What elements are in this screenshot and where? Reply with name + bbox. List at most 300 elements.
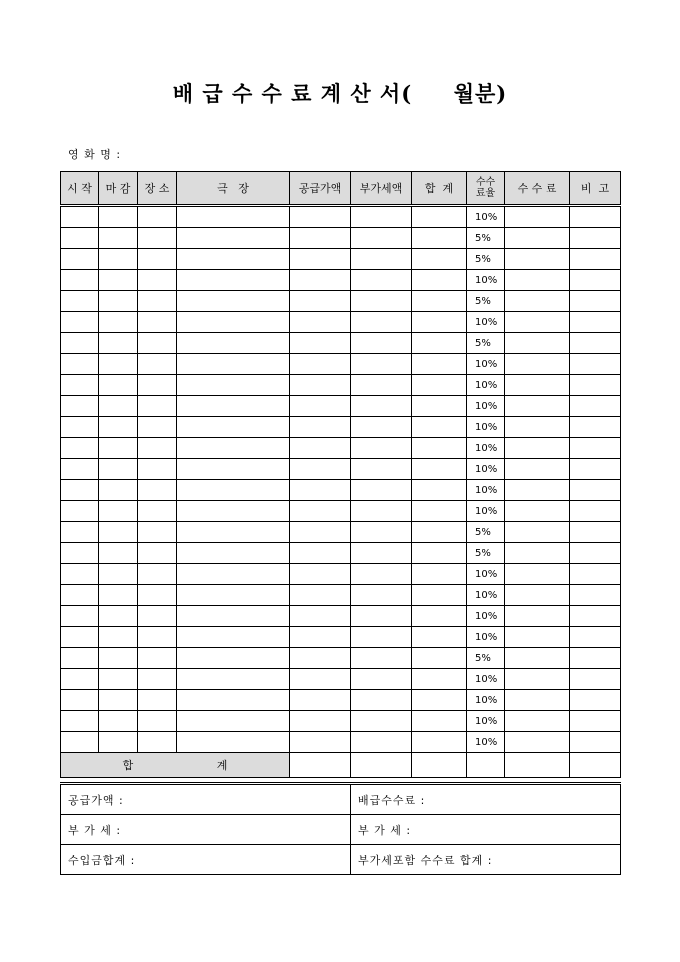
cell-fee <box>505 438 570 459</box>
cell-start <box>61 396 99 417</box>
cell-start <box>61 585 99 606</box>
cell-end <box>99 732 138 753</box>
cell-start <box>61 206 99 228</box>
cell-theater <box>177 501 290 522</box>
cell-place <box>138 270 177 291</box>
cell-place <box>138 711 177 732</box>
document-title <box>0 78 680 108</box>
table-row <box>61 606 621 627</box>
cell-theater <box>177 627 290 648</box>
cell-fee <box>505 249 570 270</box>
cell-rate: 10% <box>467 690 505 711</box>
cell-place <box>138 543 177 564</box>
cell-theater <box>177 585 290 606</box>
cell-theater <box>177 417 290 438</box>
cell-end <box>99 711 138 732</box>
cell-total <box>412 333 467 354</box>
cell-note <box>570 606 621 627</box>
cell-theater <box>177 249 290 270</box>
cell-fee <box>505 417 570 438</box>
cell-theater <box>177 206 290 228</box>
cell-total <box>412 375 467 396</box>
cell-fee <box>505 206 570 228</box>
cell-note <box>570 543 621 564</box>
cell-rate: 10% <box>467 732 505 753</box>
cell-start <box>61 270 99 291</box>
cell-total <box>412 669 467 690</box>
cell-fee <box>505 291 570 312</box>
cell-theater <box>177 375 290 396</box>
table-row <box>61 543 621 564</box>
cell-fee <box>505 459 570 480</box>
cell-fee <box>505 333 570 354</box>
cell-fee <box>505 711 570 732</box>
table-row <box>61 291 621 312</box>
cell-fee <box>505 522 570 543</box>
table-row <box>61 270 621 291</box>
cell-total <box>412 438 467 459</box>
cell-rate: 10% <box>467 585 505 606</box>
cell-total <box>412 417 467 438</box>
cell-total <box>412 228 467 249</box>
cell-note <box>570 333 621 354</box>
cell-theater <box>177 354 290 375</box>
cell-vat <box>351 270 412 291</box>
cell-fee <box>505 270 570 291</box>
cell-supply <box>290 312 351 333</box>
cell-rate: 10% <box>467 417 505 438</box>
cell-end <box>99 249 138 270</box>
table-row <box>61 669 621 690</box>
cell-note <box>570 669 621 690</box>
cell-vat <box>351 375 412 396</box>
cell-vat <box>351 459 412 480</box>
cell-vat <box>351 564 412 585</box>
table-row <box>61 206 621 228</box>
cell-fee <box>505 501 570 522</box>
cell-total <box>412 648 467 669</box>
cell-supply <box>290 501 351 522</box>
cell-fee <box>505 480 570 501</box>
cell-fee <box>505 564 570 585</box>
col-place: 장 소 <box>138 172 177 206</box>
cell-vat <box>351 333 412 354</box>
cell-rate: 10% <box>467 206 505 228</box>
cell-theater <box>177 270 290 291</box>
cell-note <box>570 312 621 333</box>
cell-end <box>99 396 138 417</box>
cell-theater <box>177 732 290 753</box>
table-row <box>61 438 621 459</box>
table-row <box>61 459 621 480</box>
cell-place <box>138 648 177 669</box>
cell-vat <box>351 480 412 501</box>
cell-fee <box>505 312 570 333</box>
table-row <box>61 648 621 669</box>
cell-vat <box>351 522 412 543</box>
cell-supply <box>290 564 351 585</box>
cell-fee <box>505 732 570 753</box>
cell-supply <box>290 206 351 228</box>
fee-total-label: 부가세포함 수수료 합계 : <box>351 845 621 875</box>
cell-vat <box>351 711 412 732</box>
cell-vat <box>351 417 412 438</box>
total-supply <box>290 753 351 778</box>
cell-rate: 10% <box>467 501 505 522</box>
col-vat: 부가세액 <box>351 172 412 206</box>
cell-end <box>99 585 138 606</box>
cell-supply <box>290 627 351 648</box>
cell-theater <box>177 312 290 333</box>
cell-end <box>99 564 138 585</box>
cell-supply <box>290 732 351 753</box>
cell-fee <box>505 627 570 648</box>
cell-rate: 10% <box>467 396 505 417</box>
cell-total <box>412 206 467 228</box>
cell-theater <box>177 669 290 690</box>
cell-end <box>99 333 138 354</box>
cell-end <box>99 669 138 690</box>
cell-place <box>138 417 177 438</box>
col-total: 합 계 <box>412 172 467 206</box>
cell-fee <box>505 648 570 669</box>
cell-theater <box>177 438 290 459</box>
cell-place <box>138 585 177 606</box>
vat-label: 부 가 세 : <box>61 815 351 845</box>
cell-start <box>61 249 99 270</box>
cell-note <box>570 648 621 669</box>
cell-rate: 10% <box>467 606 505 627</box>
cell-fee <box>505 585 570 606</box>
cell-fee <box>505 669 570 690</box>
cell-note <box>570 564 621 585</box>
cell-theater <box>177 711 290 732</box>
cell-rate: 5% <box>467 648 505 669</box>
cell-rate: 10% <box>467 375 505 396</box>
table-row <box>61 354 621 375</box>
cell-note <box>570 732 621 753</box>
fee-rate-line-1: 수수 <box>475 177 496 188</box>
cell-supply <box>290 606 351 627</box>
cell-fee <box>505 690 570 711</box>
cell-place <box>138 606 177 627</box>
cell-vat <box>351 543 412 564</box>
cell-note <box>570 585 621 606</box>
cell-total <box>412 543 467 564</box>
cell-supply <box>290 375 351 396</box>
cell-start <box>61 333 99 354</box>
cell-start <box>61 375 99 396</box>
cell-supply <box>290 669 351 690</box>
cell-fee <box>505 375 570 396</box>
cell-end <box>99 627 138 648</box>
income-total-label: 수입금합계 : <box>61 845 351 875</box>
cell-start <box>61 606 99 627</box>
cell-rate: 5% <box>467 522 505 543</box>
cell-total <box>412 291 467 312</box>
table-row <box>61 732 621 753</box>
col-note: 비 고 <box>570 172 621 206</box>
summary-table <box>60 782 621 875</box>
table-row <box>61 585 621 606</box>
col-supply-value: 공급가액 <box>290 172 351 206</box>
cell-vat <box>351 669 412 690</box>
cell-theater <box>177 648 290 669</box>
cell-start <box>61 711 99 732</box>
cell-rate: 10% <box>467 627 505 648</box>
cell-total <box>412 354 467 375</box>
cell-start <box>61 459 99 480</box>
summary-row <box>61 815 621 845</box>
cell-end <box>99 459 138 480</box>
cell-total <box>412 396 467 417</box>
cell-note <box>570 417 621 438</box>
table-row <box>61 711 621 732</box>
cell-rate: 10% <box>467 438 505 459</box>
cell-note <box>570 228 621 249</box>
cell-place <box>138 354 177 375</box>
table-row <box>61 501 621 522</box>
cell-vat <box>351 354 412 375</box>
cell-vat <box>351 249 412 270</box>
cell-end <box>99 522 138 543</box>
cell-end <box>99 417 138 438</box>
cell-end <box>99 648 138 669</box>
cell-vat <box>351 228 412 249</box>
cell-note <box>570 501 621 522</box>
cell-supply <box>290 417 351 438</box>
total-note <box>570 753 621 778</box>
table-row <box>61 564 621 585</box>
cell-start <box>61 648 99 669</box>
cell-end <box>99 690 138 711</box>
cell-total <box>412 690 467 711</box>
cell-theater <box>177 690 290 711</box>
cell-note <box>570 438 621 459</box>
cell-place <box>138 732 177 753</box>
cell-total <box>412 627 467 648</box>
cell-supply <box>290 585 351 606</box>
cell-supply <box>290 249 351 270</box>
cell-rate: 5% <box>467 249 505 270</box>
title-month: 월분) <box>453 81 508 106</box>
summary-row <box>61 784 621 815</box>
cell-theater <box>177 543 290 564</box>
cell-note <box>570 627 621 648</box>
cell-end <box>99 375 138 396</box>
cell-place <box>138 669 177 690</box>
cell-end <box>99 501 138 522</box>
cell-total <box>412 711 467 732</box>
cell-rate: 5% <box>467 228 505 249</box>
cell-start <box>61 480 99 501</box>
cell-rate: 5% <box>467 333 505 354</box>
cell-place <box>138 333 177 354</box>
cell-supply <box>290 522 351 543</box>
cell-end <box>99 354 138 375</box>
table-row <box>61 417 621 438</box>
cell-place <box>138 396 177 417</box>
cell-note <box>570 459 621 480</box>
cell-vat <box>351 648 412 669</box>
cell-theater <box>177 291 290 312</box>
cell-supply <box>290 228 351 249</box>
cell-theater <box>177 333 290 354</box>
total-fee <box>505 753 570 778</box>
cell-end <box>99 438 138 459</box>
fee-vat-label: 부 가 세 : <box>351 815 621 845</box>
cell-end <box>99 291 138 312</box>
cell-total <box>412 312 467 333</box>
col-fee: 수 수 료 <box>505 172 570 206</box>
settlement-table <box>60 171 621 778</box>
cell-fee <box>505 606 570 627</box>
cell-vat <box>351 438 412 459</box>
cell-place <box>138 522 177 543</box>
cell-supply <box>290 333 351 354</box>
cell-start <box>61 522 99 543</box>
cell-theater <box>177 396 290 417</box>
cell-note <box>570 270 621 291</box>
col-fee-rate <box>467 172 505 206</box>
cell-vat <box>351 606 412 627</box>
cell-supply <box>290 648 351 669</box>
cell-supply <box>290 690 351 711</box>
cell-total <box>412 585 467 606</box>
cell-place <box>138 438 177 459</box>
cell-supply <box>290 396 351 417</box>
cell-theater <box>177 480 290 501</box>
cell-note <box>570 711 621 732</box>
cell-vat <box>351 501 412 522</box>
cell-start <box>61 543 99 564</box>
cell-rate: 10% <box>467 459 505 480</box>
cell-place <box>138 375 177 396</box>
total-rate <box>467 753 505 778</box>
cell-start <box>61 438 99 459</box>
total-sum <box>412 753 467 778</box>
table-row <box>61 690 621 711</box>
table-row <box>61 627 621 648</box>
cell-place <box>138 312 177 333</box>
col-theater: 극 장 <box>177 172 290 206</box>
cell-rate: 5% <box>467 543 505 564</box>
cell-rate: 5% <box>467 291 505 312</box>
cell-theater <box>177 228 290 249</box>
cell-theater <box>177 522 290 543</box>
cell-total <box>412 249 467 270</box>
summary-row <box>61 845 621 875</box>
cell-vat <box>351 312 412 333</box>
cell-supply <box>290 459 351 480</box>
col-end: 마 감 <box>99 172 138 206</box>
cell-rate: 10% <box>467 564 505 585</box>
cell-start <box>61 291 99 312</box>
cell-supply <box>290 438 351 459</box>
cell-fee <box>505 396 570 417</box>
cell-place <box>138 564 177 585</box>
cell-note <box>570 354 621 375</box>
cell-rate: 10% <box>467 312 505 333</box>
cell-note <box>570 375 621 396</box>
cell-note <box>570 291 621 312</box>
cell-rate: 10% <box>467 669 505 690</box>
cell-place <box>138 249 177 270</box>
cell-place <box>138 459 177 480</box>
cell-note <box>570 396 621 417</box>
cell-total <box>412 270 467 291</box>
cell-end <box>99 543 138 564</box>
cell-note <box>570 522 621 543</box>
cell-place <box>138 501 177 522</box>
cell-rate: 10% <box>467 480 505 501</box>
cell-supply <box>290 480 351 501</box>
total-label: 합 계 <box>61 753 290 778</box>
cell-start <box>61 627 99 648</box>
cell-start <box>61 312 99 333</box>
cell-start <box>61 732 99 753</box>
cell-end <box>99 312 138 333</box>
cell-theater <box>177 606 290 627</box>
cell-total <box>412 480 467 501</box>
cell-note <box>570 249 621 270</box>
cell-vat <box>351 690 412 711</box>
cell-vat <box>351 585 412 606</box>
cell-start <box>61 669 99 690</box>
cell-start <box>61 690 99 711</box>
cell-end <box>99 606 138 627</box>
fee-rate-line-2: 료율 <box>475 188 496 199</box>
cell-place <box>138 291 177 312</box>
cell-fee <box>505 354 570 375</box>
title-main: 배 급 수 수 료 계 산 서( <box>172 81 413 106</box>
cell-total <box>412 606 467 627</box>
cell-end <box>99 228 138 249</box>
supply-value-label: 공급가액 : <box>61 784 351 815</box>
table-row <box>61 522 621 543</box>
cell-start <box>61 564 99 585</box>
cell-place <box>138 690 177 711</box>
cell-fee <box>505 228 570 249</box>
cell-theater <box>177 459 290 480</box>
table-row <box>61 312 621 333</box>
cell-place <box>138 480 177 501</box>
table-row <box>61 333 621 354</box>
cell-rate: 10% <box>467 711 505 732</box>
cell-end <box>99 270 138 291</box>
cell-place <box>138 627 177 648</box>
cell-fee <box>505 543 570 564</box>
cell-total <box>412 564 467 585</box>
cell-vat <box>351 732 412 753</box>
cell-start <box>61 417 99 438</box>
cell-theater <box>177 564 290 585</box>
cell-supply <box>290 711 351 732</box>
cell-end <box>99 206 138 228</box>
cell-vat <box>351 627 412 648</box>
cell-place <box>138 206 177 228</box>
cell-start <box>61 354 99 375</box>
cell-start <box>61 501 99 522</box>
cell-vat <box>351 206 412 228</box>
cell-supply <box>290 270 351 291</box>
film-name-label: 영 화 명 : <box>68 148 122 161</box>
table-row <box>61 396 621 417</box>
total-row <box>61 753 621 778</box>
col-start: 시 작 <box>61 172 99 206</box>
cell-rate: 10% <box>467 354 505 375</box>
cell-supply <box>290 291 351 312</box>
